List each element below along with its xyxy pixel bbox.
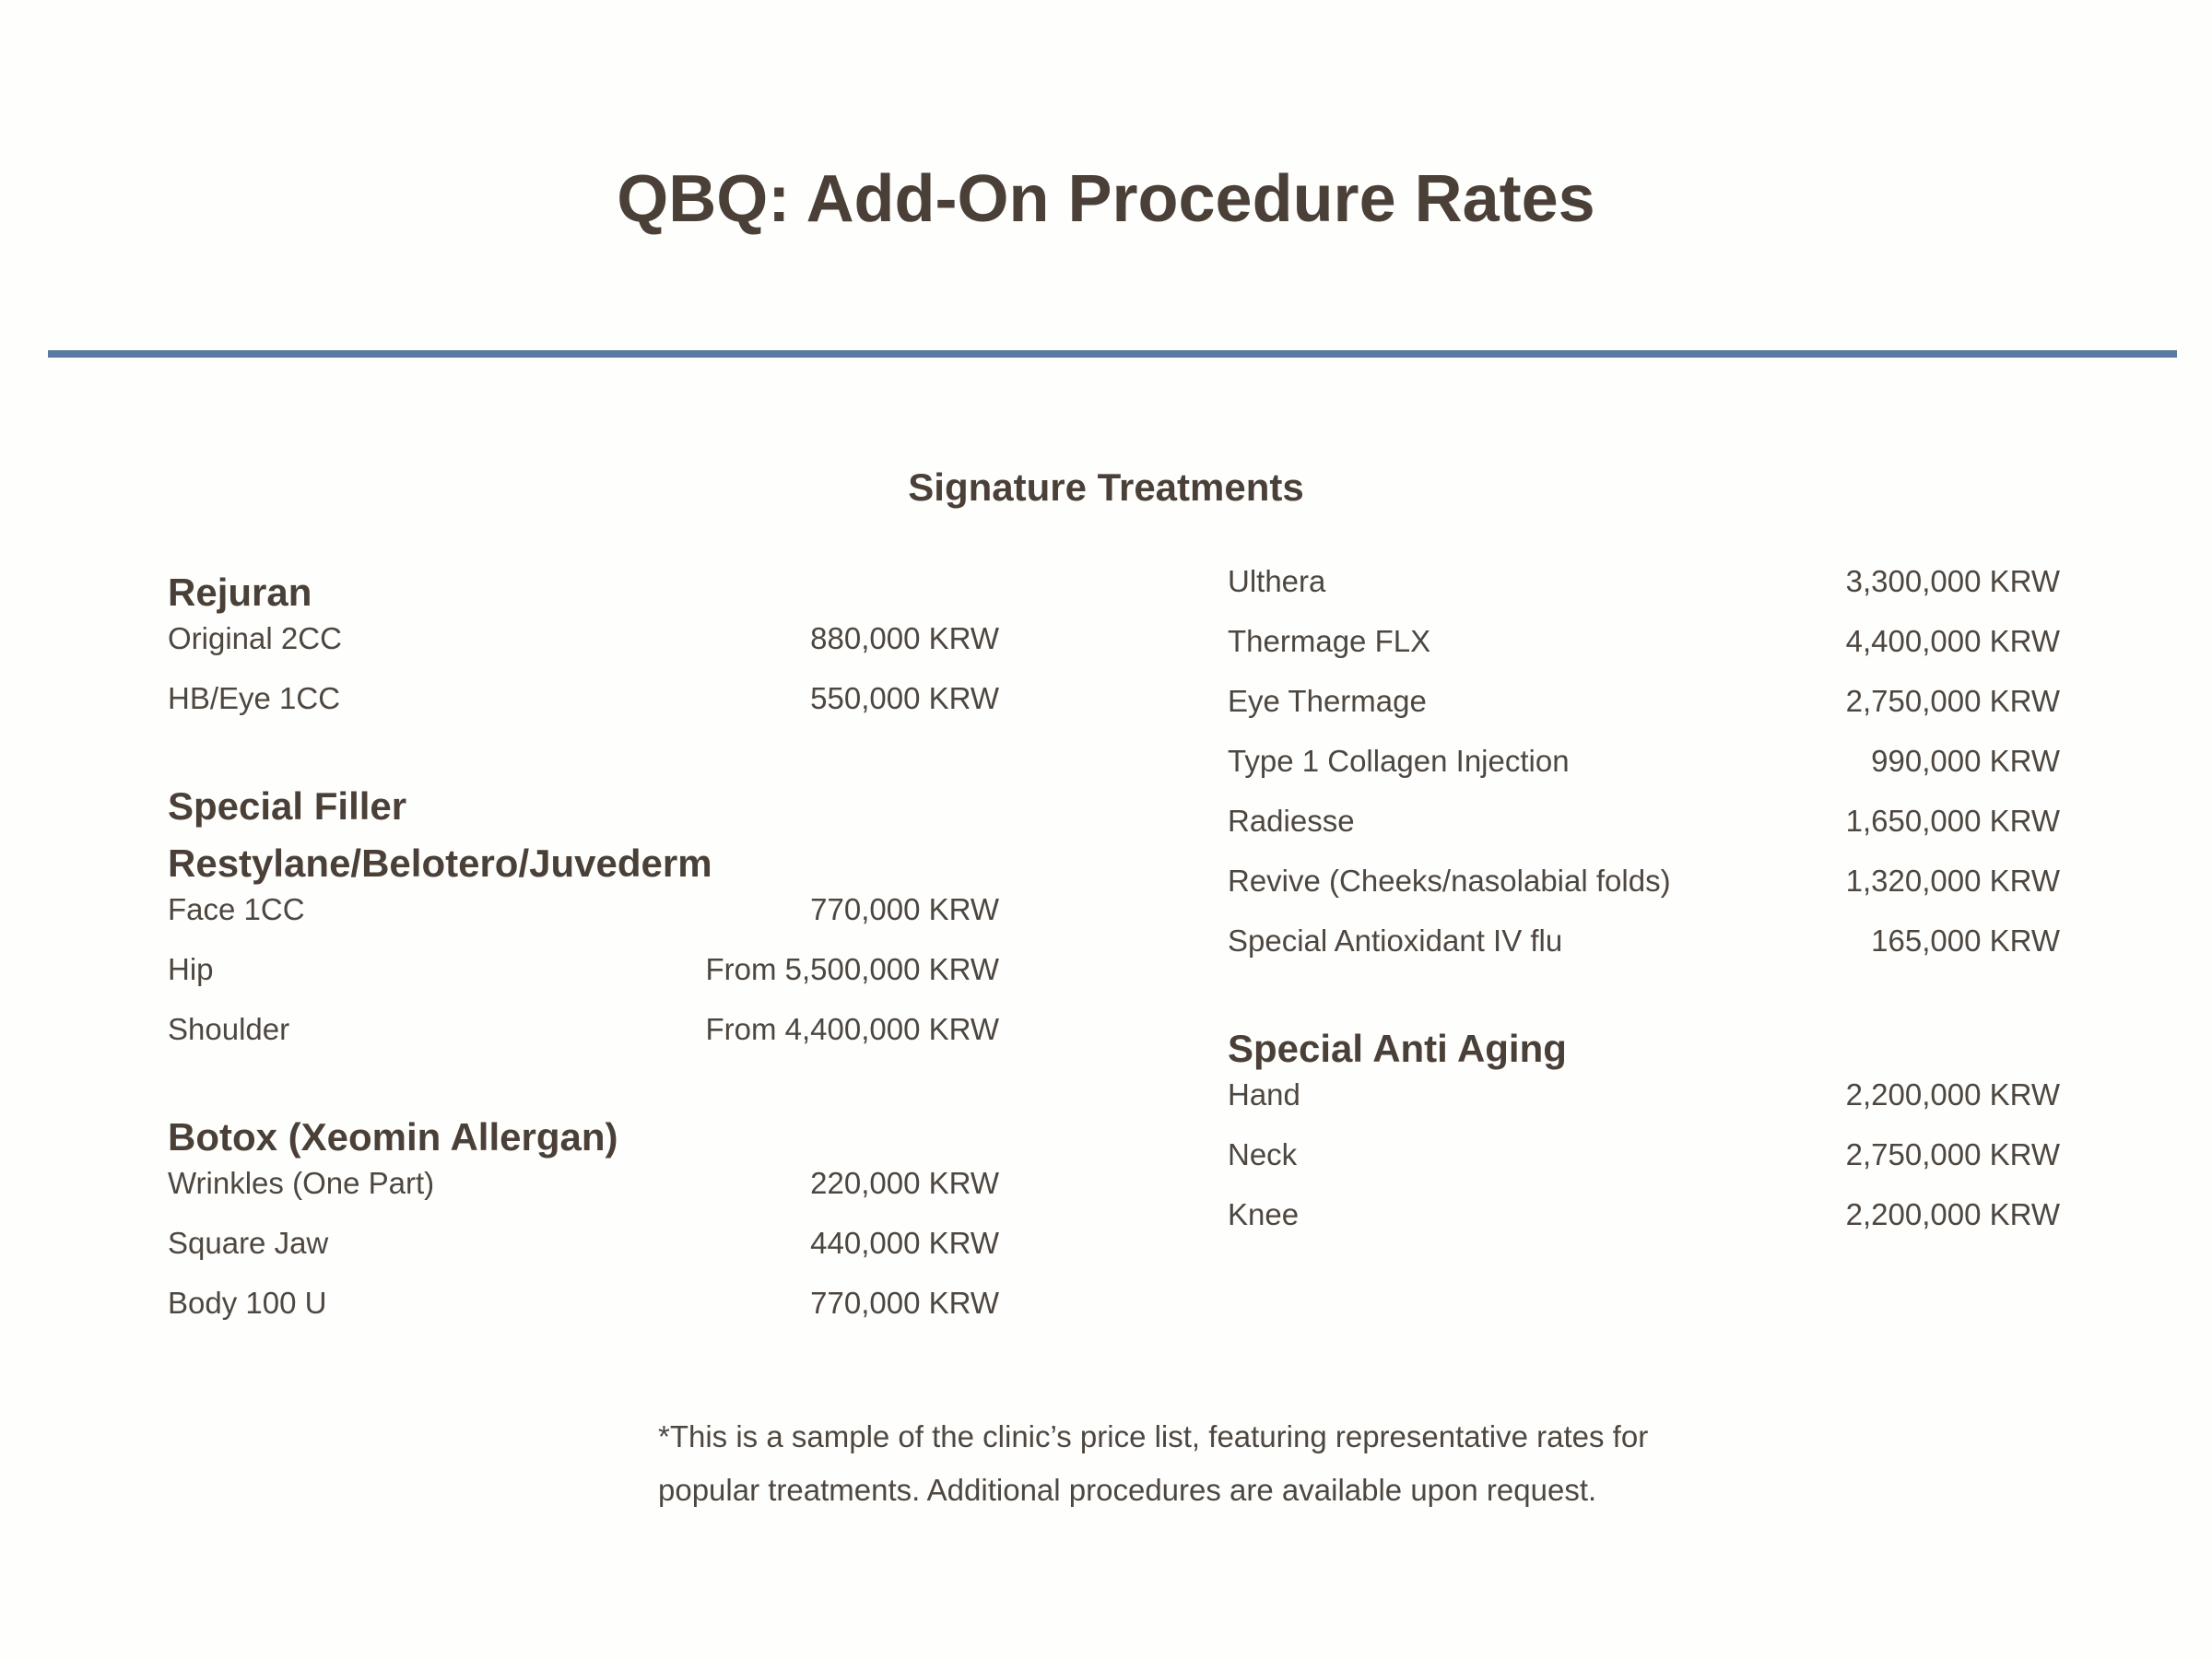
title-divider xyxy=(48,350,2177,358)
treatment-price: 550,000 KRW xyxy=(810,681,999,715)
price-row xyxy=(1228,864,2060,924)
group-title-rejuran: Rejuran xyxy=(168,571,312,614)
treatment-name: Square Jaw xyxy=(168,1226,329,1260)
treatment-price: 1,650,000 KRW xyxy=(1845,804,2060,838)
treatment-name: Hip xyxy=(168,952,214,986)
section-heading: Signature Treatments xyxy=(908,465,1304,509)
treatment-name: Type 1 Collagen Injection xyxy=(1228,744,1570,778)
treatment-name: Radiesse xyxy=(1228,804,1355,838)
treatment-name: Original 2CC xyxy=(168,621,342,655)
treatment-price: 990,000 KRW xyxy=(1871,744,2060,778)
price-row xyxy=(168,1012,999,1072)
treatment-name: Special Antioxidant IV flu xyxy=(1228,924,1563,958)
group-title-special-filler: Special Filler xyxy=(168,784,407,828)
price-row xyxy=(1228,1077,2060,1137)
footnote: *This is a sample of the clinic’s price list, featuring representative rates for popular treatments. Additional procedures are available upon request. xyxy=(658,1419,1649,1507)
treatment-name: Hand xyxy=(1228,1077,1300,1112)
treatment-name: Body 100 U xyxy=(168,1286,327,1320)
spacer xyxy=(168,1072,999,1109)
price-row xyxy=(1228,564,2060,624)
left-column xyxy=(168,564,999,1346)
treatment-name: Eye Thermage xyxy=(1228,684,1427,718)
treatment-price: 2,200,000 KRW xyxy=(1845,1077,2060,1112)
treatment-name: Revive (Cheeks/nasolabial folds) xyxy=(1228,864,1671,898)
price-row xyxy=(168,1286,999,1346)
price-row xyxy=(1228,744,2060,804)
price-row xyxy=(1228,1197,2060,1257)
price-row xyxy=(168,681,999,741)
treatment-price: 440,000 KRW xyxy=(810,1226,999,1260)
price-row xyxy=(1228,1137,2060,1197)
price-row xyxy=(1228,684,2060,744)
treatment-name: Thermage FLX xyxy=(1228,624,1431,658)
group-subtitle-filler-brands: Restylane/Belotero/Juvederm xyxy=(168,841,712,885)
price-row xyxy=(168,1226,999,1286)
price-row xyxy=(168,621,999,681)
treatment-name: Wrinkles (One Part) xyxy=(168,1166,435,1200)
price-row xyxy=(168,952,999,1012)
treatment-price: 880,000 KRW xyxy=(810,621,999,655)
page-title: QBQ: Add-On Procedure Rates xyxy=(617,162,1595,236)
spacer xyxy=(1228,983,2060,1020)
price-row xyxy=(168,892,999,952)
treatment-price: 770,000 KRW xyxy=(810,1286,999,1320)
treatment-name: Shoulder xyxy=(168,1012,290,1046)
treatment-price: 3,300,000 KRW xyxy=(1845,564,2060,598)
right-column xyxy=(1228,564,2060,1257)
treatment-name: Face 1CC xyxy=(168,892,305,926)
treatment-price: 165,000 KRW xyxy=(1871,924,2060,958)
treatment-price: 220,000 KRW xyxy=(810,1166,999,1200)
treatment-name: Neck xyxy=(1228,1137,1298,1171)
treatment-price: From 5,500,000 KRW xyxy=(705,952,999,986)
price-row xyxy=(1228,924,2060,983)
price-row xyxy=(1228,804,2060,864)
group-title-anti-aging: Special Anti Aging xyxy=(1228,1027,1567,1070)
treatment-price: 2,750,000 KRW xyxy=(1845,1137,2060,1171)
spacer xyxy=(168,741,999,778)
treatment-price: 2,750,000 KRW xyxy=(1845,684,2060,718)
treatment-price: 2,200,000 KRW xyxy=(1845,1197,2060,1231)
price-row xyxy=(1228,624,2060,684)
treatment-name: Ulthera xyxy=(1228,564,1326,598)
treatment-price: From 4,400,000 KRW xyxy=(705,1012,999,1046)
treatment-price: 770,000 KRW xyxy=(810,892,999,926)
treatment-price: 1,320,000 KRW xyxy=(1845,864,2060,898)
treatment-name: Knee xyxy=(1228,1197,1300,1231)
treatment-price: 4,400,000 KRW xyxy=(1845,624,2060,658)
group-title-botox: Botox (Xeomin Allergan) xyxy=(168,1115,618,1159)
treatment-name: HB/Eye 1CC xyxy=(168,681,341,715)
price-row xyxy=(168,1166,999,1226)
